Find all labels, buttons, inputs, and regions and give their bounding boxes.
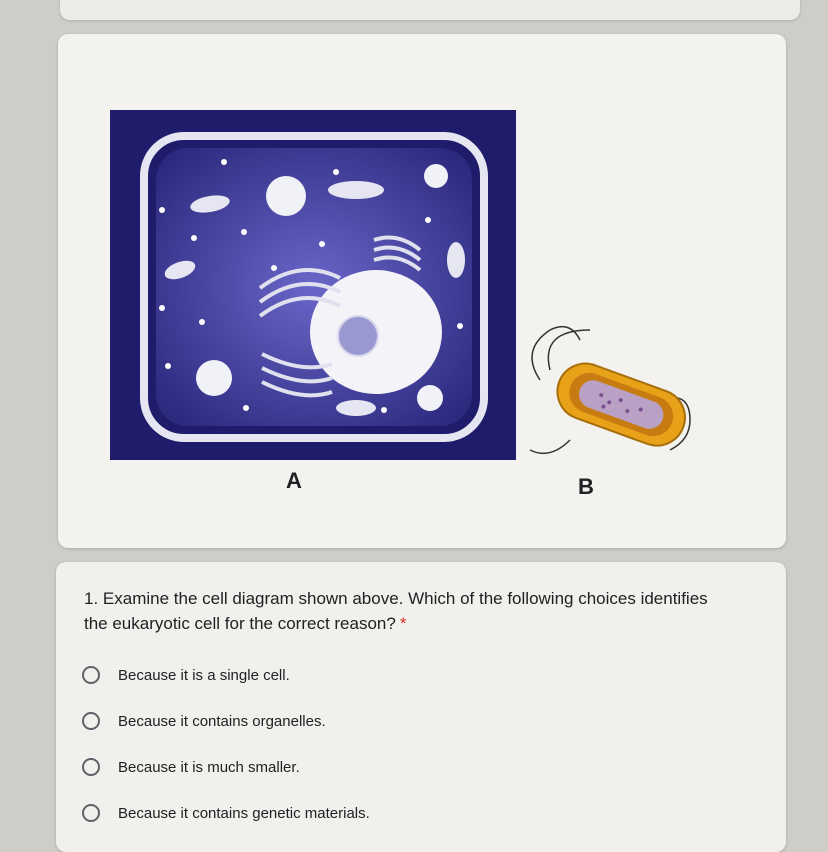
radio-button[interactable] [82, 758, 100, 776]
image-card [58, 34, 786, 548]
option-much-smaller[interactable] [82, 752, 300, 782]
question-card [56, 562, 786, 852]
radio-button[interactable] [82, 804, 100, 822]
option-label: Because it is a single cell. [118, 666, 290, 684]
cell-b-diagram [510, 320, 698, 468]
label-cell-b: B [578, 474, 594, 499]
radio-button[interactable] [82, 712, 100, 730]
required-asterisk: * [399, 614, 407, 633]
question-text [84, 586, 724, 636]
question-prompt: 1. Examine the cell diagram shown above. Which of the following choices identifies the eukaryotic cell for the correct reason? [84, 589, 708, 633]
cell-a-diagram [110, 110, 516, 460]
option-label: Because it contains organelles. [118, 712, 326, 730]
option-genetic-materials[interactable] [82, 798, 370, 828]
previous-section-card [60, 0, 800, 20]
radio-button[interactable] [82, 666, 100, 684]
option-single-cell[interactable] [82, 660, 290, 690]
option-label: Because it is much smaller. [118, 758, 300, 776]
option-contains-organelles[interactable] [82, 706, 326, 736]
label-cell-a: A [286, 468, 302, 493]
option-label: Because it contains genetic materials. [118, 804, 370, 822]
